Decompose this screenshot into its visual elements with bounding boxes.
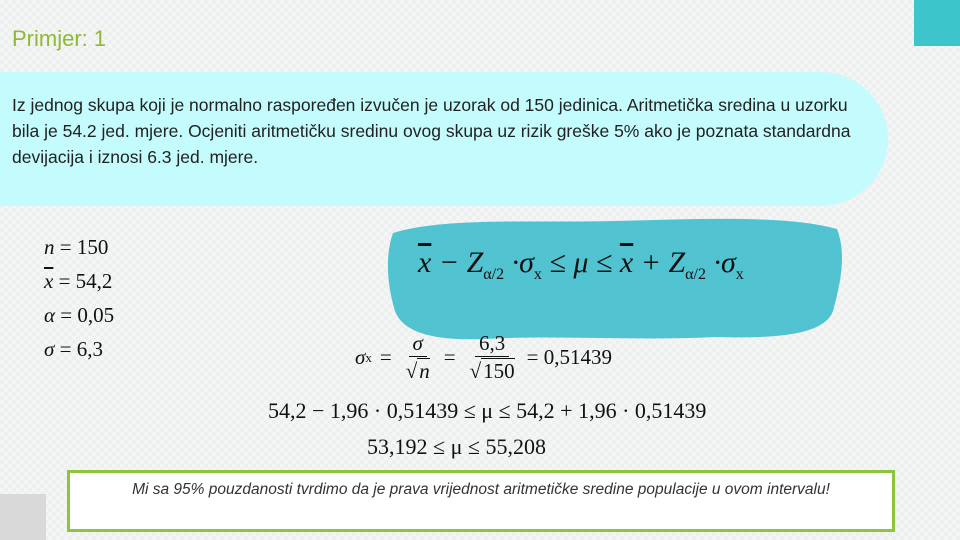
given-value: = 0,05 bbox=[60, 303, 115, 327]
formula-minus-z: − Z bbox=[431, 246, 484, 279]
se-lhs: σ bbox=[355, 345, 366, 369]
sqrt-sign: √ bbox=[469, 359, 482, 383]
given-symbol: n bbox=[44, 235, 55, 259]
se-numerator: σ bbox=[409, 330, 427, 357]
conclusion-text: Mi sa 95% pouzdanosti tvrdimo da je prava vrijednost aritmetičke sredine populacije u ovom intervalu! bbox=[132, 481, 830, 498]
corner-gray-square bbox=[0, 494, 46, 540]
given-value: = 6,3 bbox=[59, 337, 103, 361]
given-symbol: σ bbox=[44, 337, 55, 361]
formula-sigma-sub-upper: x bbox=[735, 266, 744, 283]
formula-alpha-sub: α/2 bbox=[483, 266, 505, 283]
se-result: = 0,51439 bbox=[526, 345, 612, 369]
conclusion-box bbox=[67, 470, 895, 532]
interval-result: 53,192 ≤ μ ≤ 55,208 bbox=[367, 434, 546, 459]
title-label: Primjer: bbox=[12, 26, 88, 51]
given-mean bbox=[44, 266, 114, 300]
problem-text: Iz jednog skupa koji je normalno raspoređen izvučen je uzorak od 150 jedinica. Aritmetička sredina u uzorku bila je 54.2 jed. mjere. Ocjeniti aritmetičku sredinu ovog skupa uz rizik greške 5% ako je poznata standardna devijacija i iznosi 6.3 jed. mjere. bbox=[12, 95, 851, 167]
se-fraction-symbolic bbox=[406, 330, 430, 385]
given-value: = 54,2 bbox=[58, 269, 113, 293]
se-denominator-150: 150 bbox=[483, 359, 515, 383]
standard-error-calculation bbox=[355, 330, 612, 385]
sqrt-sign: √ bbox=[405, 359, 418, 383]
given-n bbox=[44, 232, 114, 266]
se-denominator bbox=[406, 357, 430, 385]
given-alpha bbox=[44, 300, 114, 334]
given-sigma bbox=[44, 334, 114, 368]
se-equals-2: = bbox=[443, 345, 456, 369]
given-value: = 150 bbox=[59, 235, 109, 259]
formula-alpha-sub-upper: α/2 bbox=[685, 266, 706, 283]
se-numerator-value: 6,3 bbox=[475, 330, 509, 357]
interval-calculation: 54,2 − 1,96 · 0,51439 ≤ μ ≤ 54,2 + 1,96 · 0,51439 bbox=[268, 398, 707, 423]
formula-mean-upper: $\overline{x}$ bbox=[619, 246, 634, 279]
se-denominator-n: n bbox=[419, 359, 430, 383]
formula-mu-bounds: ≤ μ ≤ bbox=[541, 246, 620, 279]
given-symbol: α bbox=[44, 303, 56, 327]
se-equals: = bbox=[379, 345, 392, 369]
se-denominator-value bbox=[470, 357, 515, 385]
formula-sigma-upper: ·σ bbox=[705, 246, 736, 279]
title-number: 1 bbox=[93, 26, 107, 51]
given-symbol: $\overline{x}$ bbox=[44, 269, 54, 293]
formula-plus-z: + Z bbox=[633, 246, 686, 279]
formula-sigma-sub: x bbox=[533, 266, 542, 283]
given-values bbox=[44, 232, 114, 368]
se-lhs-sub: x bbox=[365, 349, 372, 365]
formula-mean: $\overline{x}$ bbox=[418, 246, 432, 279]
corner-accent-square bbox=[914, 0, 960, 46]
formula-sigma: ·σ bbox=[504, 246, 534, 279]
slide-title bbox=[12, 26, 106, 52]
confidence-interval-formula bbox=[418, 246, 744, 284]
se-fraction-numeric bbox=[470, 330, 515, 385]
